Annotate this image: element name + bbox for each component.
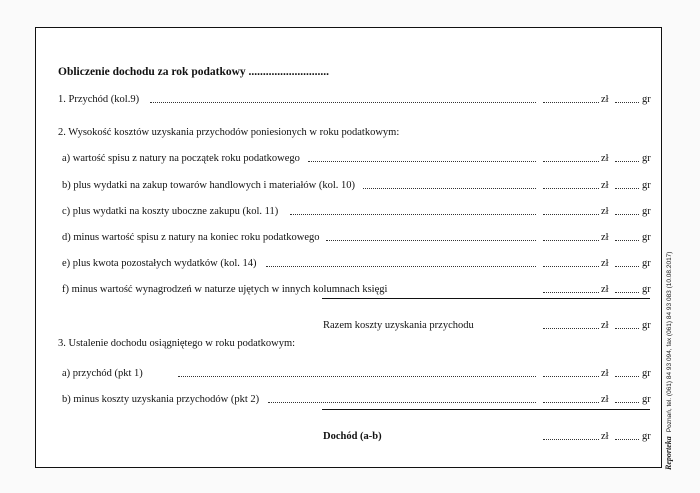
form-page: Obliczenie dochodu za rok podatkowy ............................ 1. Przychód (kol.9) zł gr 2. Wysokość kosztów uzyskania przychodów poniesionych w roku podatkowym: a) wartość spisu z natury na początek roku podatkowego zł gr b) plus wydatki na zakup towarów handlowych i materiałów (kol. 10) zł gr c) plus wydatki na koszty uboczne zakupu (kol. 11) zł gr d) minus wartość spisu z natury na koniec roku podatkowego zł gr e) plus kwota pozostałych wydatków (kol. 14) zł gr f) minus wartość wynagrodzeń w naturze ujętych w innych kolumnach księgi zł gr Razem koszty uzyskania przychodu zł gr 3. Ustalenie dochodu osiągniętego w roku podatkowym: a) przychód (pkt 1) zł gr b) minus koszty uzyskania przychodów (pkt 2) zł gr Dochód (a-b) zł gr ReportekaPoznań, tel. (061) 84 93 094, fax (061) 84 93 083 (10.08.2017): [0, 0, 700, 493]
total-underline: [322, 409, 650, 410]
amount-field[interactable]: zł gr: [543, 284, 654, 296]
dotted-leader: [150, 102, 536, 103]
amount-field[interactable]: zł gr: [543, 232, 654, 244]
amount-field[interactable]: zł gr: [543, 206, 654, 218]
amount-field[interactable]: zł gr: [543, 153, 654, 165]
amount-field[interactable]: zł gr: [543, 368, 654, 380]
amount-field[interactable]: zł gr: [543, 258, 654, 270]
dotted-leader: [308, 161, 536, 162]
dotted-leader: [178, 376, 536, 377]
amount-field[interactable]: zł gr: [543, 431, 654, 443]
amount-field[interactable]: zł gr: [543, 394, 654, 406]
dotted-leader: [290, 214, 536, 215]
publisher-info: Poznań, tel. (061) 84 93 094, fax (061) 84 93 083 (10.08.2017): [666, 251, 673, 433]
publisher-imprint: [664, 252, 673, 470]
amount-field[interactable]: zł gr: [543, 180, 654, 192]
dotted-leader: [266, 266, 536, 267]
amount-field[interactable]: zł gr: [543, 320, 654, 332]
dotted-leader: [268, 402, 536, 403]
dotted-leader: [363, 188, 536, 189]
sum-underline: [322, 298, 650, 299]
dotted-leader: [326, 240, 536, 241]
amount-field[interactable]: zł gr: [543, 94, 654, 106]
publisher-brand: Reporteka: [664, 436, 673, 470]
